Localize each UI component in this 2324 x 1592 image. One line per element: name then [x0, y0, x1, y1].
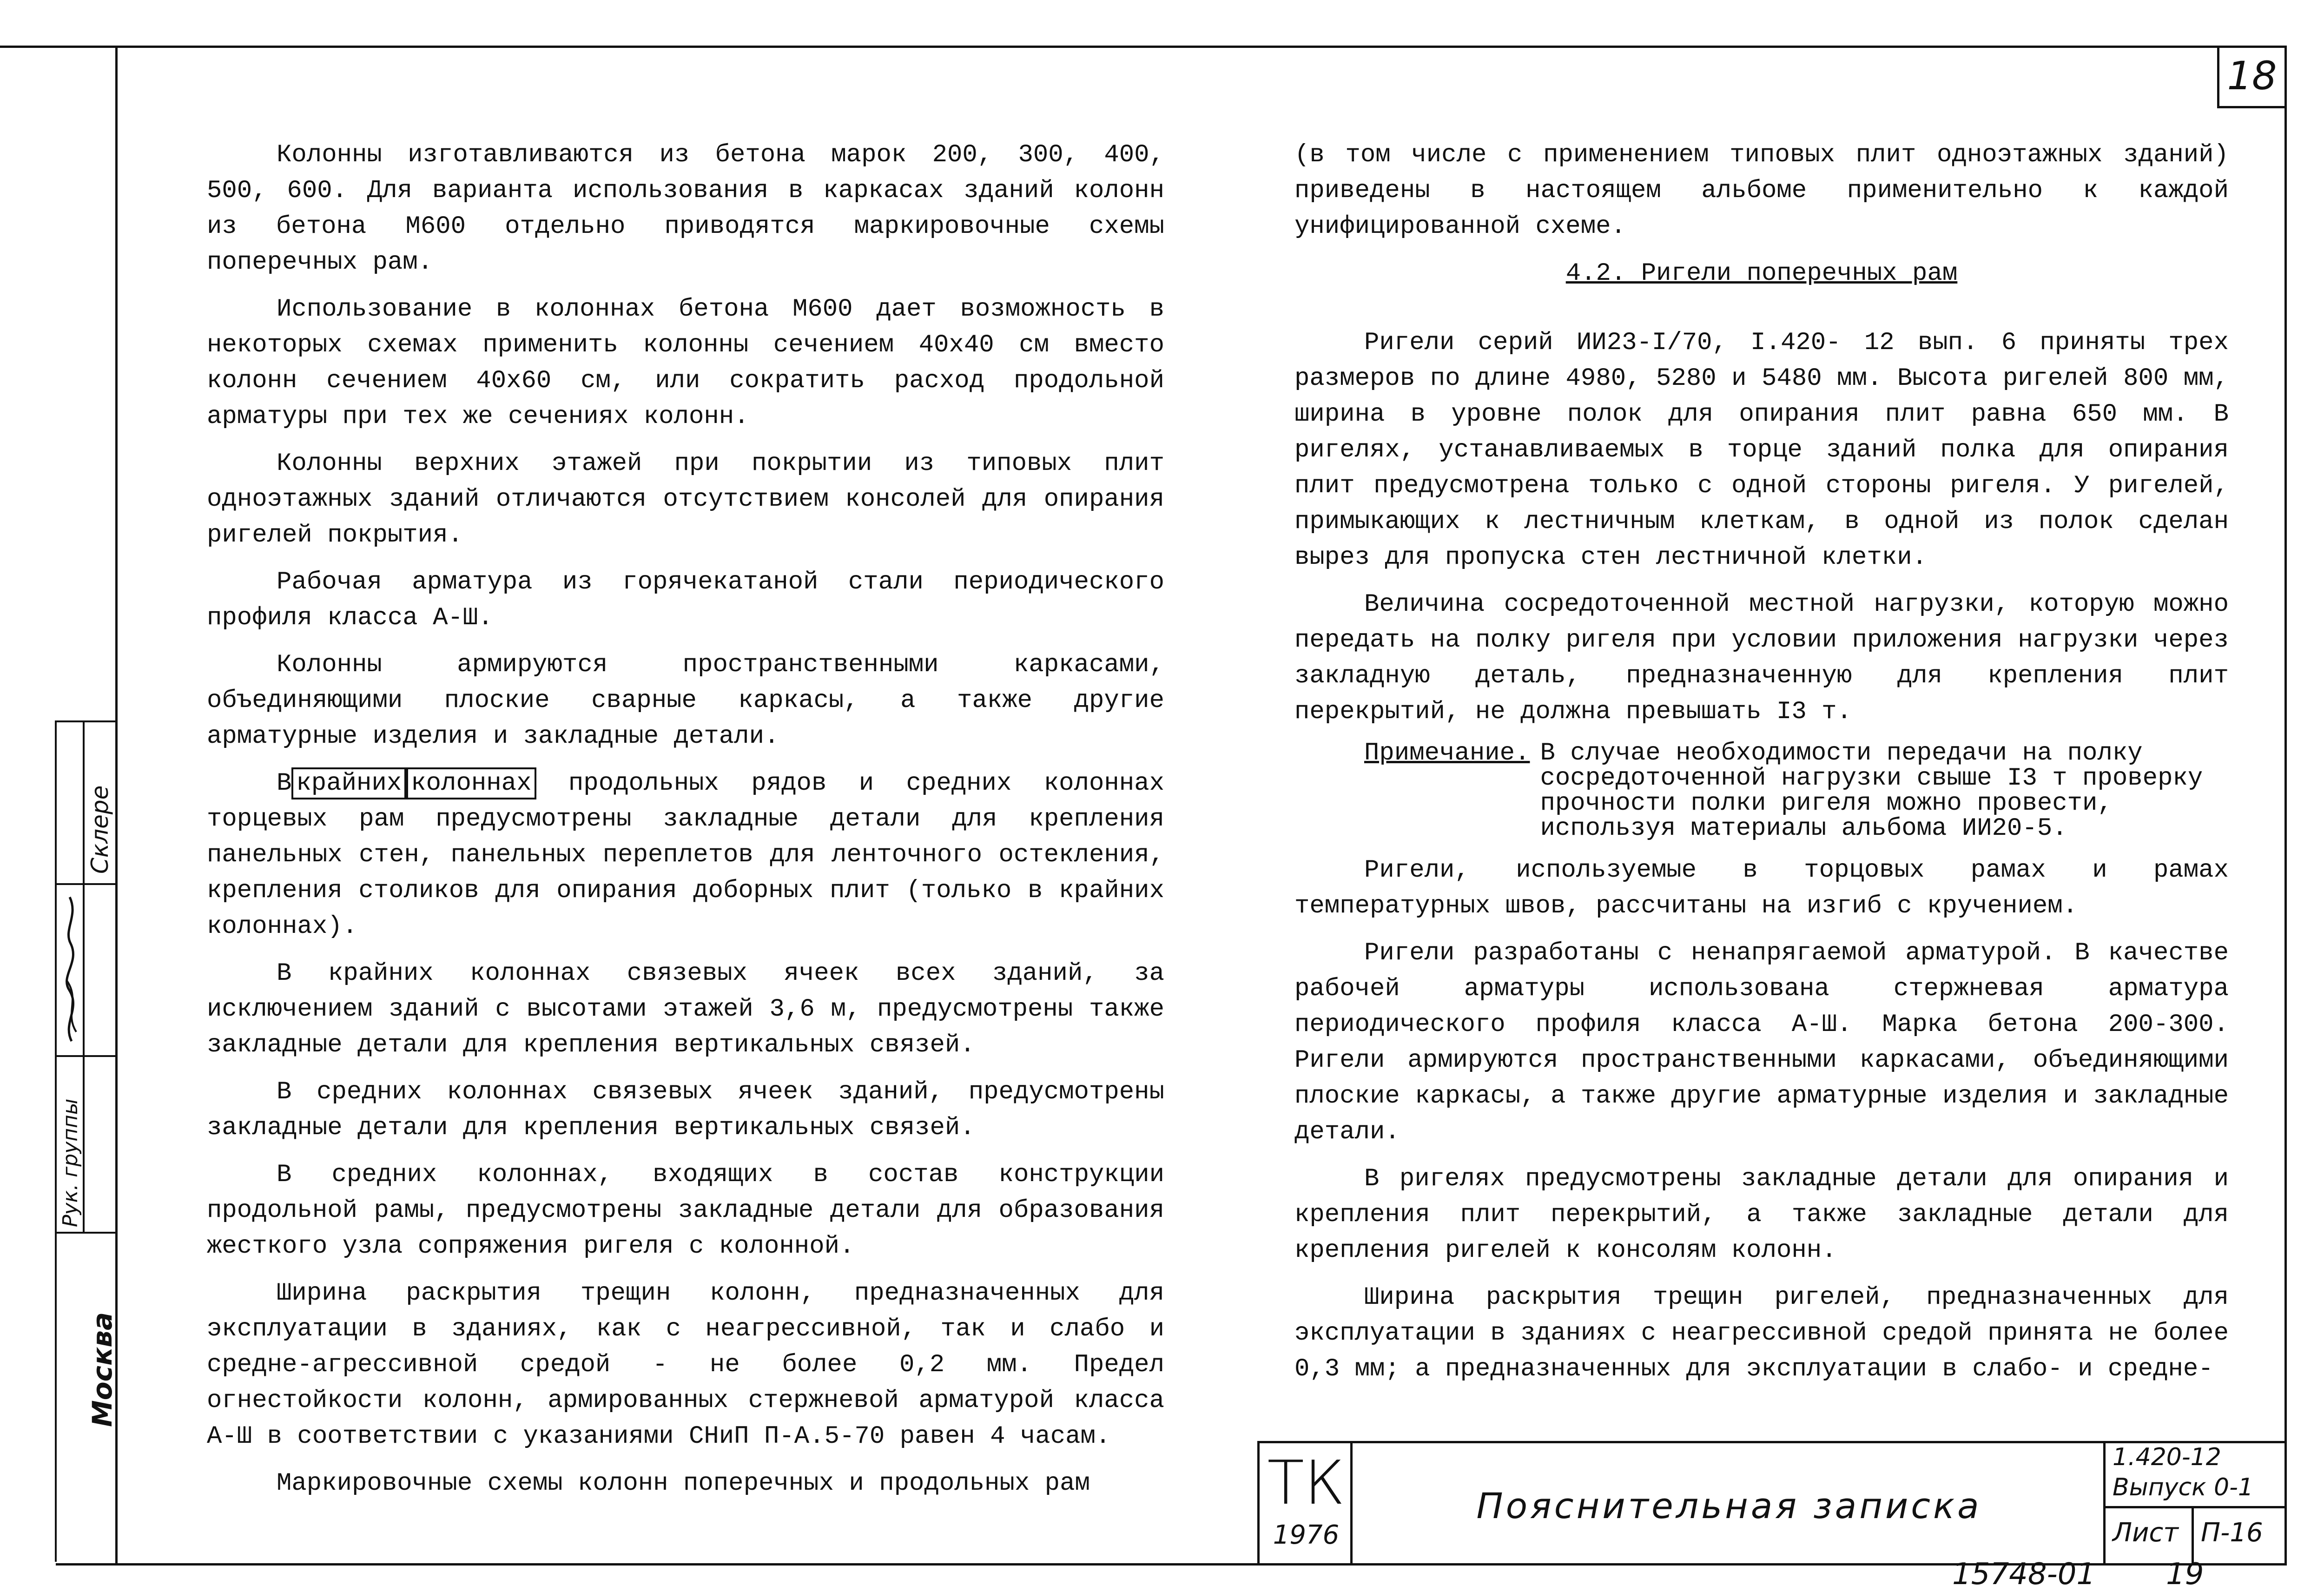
- side-stamp: [55, 720, 118, 1562]
- right-paragraph-4: Ригели разработаны с ненапрягаемой арматурой. В качестве рабочей арматуры использована стержневая арматура периодического профиля класса А-Ш. Марка бетона 200-300. Ригели армируются пространственными каркасами, объединяющими плоские каркасы, а также другие арматурные изделия и закладные детали.: [1294, 939, 2229, 1146]
- side-stamp-sep2: [55, 1055, 115, 1057]
- side-stamp-divider: [83, 720, 85, 1232]
- boxed-paragraph-rest: продольных рядов и средних колоннах торцевых рам предусмотрены закладные детали для крепления панельных стен, панельных переплетов для ленточного остекления, крепления столиков для опирания доборных плит (только в крайних колоннах).: [207, 769, 1165, 941]
- section-heading: [1294, 256, 2229, 291]
- title-block-issue: Выпуск 0-1: [2113, 1473, 2253, 1501]
- right-intro: (в том числе с применением типовых плит одноэтажных зданий) приведены в настоящем альбоме применительно к каждой унифицированной схеме.: [1294, 141, 2229, 241]
- boxed-word-2: колоннах: [406, 767, 536, 799]
- right-paragraph-1: Ригели серий ИИ23-I/70, I.420- 12 вып. 6 приняты трех размеров по длине 4980, 5280 и 5480 мм. Высота ригелей 800 мм, ширина в уровне полок для опирания плит равна 650 мм. В ригелях, устанавливаемых в торце зданий полка для опирания плит предусмотрена только с одной стороны ригеля. У ригелей, примыкающих к лестничным клеткам, в одной из полок сделан вырез для пропуска стен лестничной клетки.: [1294, 329, 2229, 572]
- title-block-sheet-label: Лист: [2113, 1518, 2179, 1548]
- left-paragraph-7: В средних колоннах связевых ячеек зданий, предусмотрены закладные детали для крепления вертикальных связей.: [207, 1078, 1164, 1142]
- left-paragraph-10: Маркировочные схемы колонн поперечных и продольных рам: [277, 1469, 1090, 1498]
- right-paragraph-5: В ригелях предусмотрены закладные детали для опирания и крепления плит перекрытий, а также закладные детали для крепления ригелей к консолям колонн.: [1294, 1165, 2229, 1265]
- side-stamp-sep3: [55, 1232, 115, 1234]
- page-number: 18: [2227, 53, 2277, 99]
- left-paragraph-9: Ширина раскрытия трещин колонн, предназначенных для эксплуатации в зданиях, как с неагрессивной, так и слабо и средне-агрессивной средой - не более 0,2 мм. Предел огнестойкости колонн, армированных стержневой арматурой класса А-Ш в соответствии с указаниями СНиП П-А.5-70 равен 4 часам.: [207, 1279, 1164, 1451]
- title-block: [1257, 1441, 2287, 1566]
- left-paragraph-5: Колонны армируются пространственными каркасами, объединяющими плоские сварные каркасы, а также другие арматурные изделия и закладные детали.: [207, 651, 1164, 751]
- note-text: В случае необходимости передачи на полку сосредоточенной нагрузки свыше I3 т проверку прочности полки ригеля можно провести, используя материалы альбома ИИ20-5.: [1540, 739, 2203, 843]
- boxed-word-1: крайних: [291, 767, 406, 799]
- side-stamp-name: Склере: [86, 785, 113, 874]
- title-block-series: 1.420-12: [2113, 1443, 2221, 1471]
- title-block-sheet-line: [2103, 1506, 2287, 1508]
- left-paragraph-2: Использование в колоннах бетона М600 дает возможность в некоторых схемах применить колонны сечением 40х40 см вместо колонн сечением 40х60 см, или сократить расход продольной арматуры при тех же сечениях колонн.: [207, 295, 1164, 431]
- logo: ТК: [1267, 1447, 1345, 1518]
- side-stamp-role: Рук. группы: [59, 1098, 82, 1227]
- left-paragraph-8: В средних колоннах, входящих в состав конструкции продольной рамы, предусмотрены закладные детали для образования жесткого узла сопряжения ригеля с колонной.: [207, 1161, 1164, 1261]
- right-paragraph-3: Ригели, используемые в торцовых рамах и рамах температурных швов, рассчитаны на изгиб с кручением.: [1294, 856, 2229, 920]
- right-paragraph-2: Величина сосредоточенной местной нагрузки, которую можно передать на полку ригеля при условии приложения нагрузки через закладную деталь, предназначенную для крепления плит перекрытий, не должна превышать I3 т.: [1294, 590, 2229, 726]
- side-stamp-border-left: [55, 720, 57, 1562]
- side-stamp-city: Москва: [86, 1312, 118, 1427]
- left-paragraph-1: Колонны изготавливаются из бетона марок 200, 300, 400, 500, 600. Для варианта использования в каркасах зданий колонн из бетона М600 отдельно приводятся маркировочные схемы поперечных рам.: [207, 141, 1164, 277]
- side-stamp-top: [55, 720, 115, 722]
- title-block-year: 1976: [1273, 1520, 1340, 1550]
- frame-right-line: [2284, 46, 2287, 1566]
- left-paragraph-boxed: [207, 766, 1164, 945]
- right-paragraph-6: Ширина раскрытия трещин ригелей, предназначенных для эксплуатации в зданиях с неагрессивной средой принята не более 0,3 мм; а предназначенных для эксплуатации в слабо- и средне-: [1294, 1283, 2229, 1383]
- title-block-sheet-divider: [2192, 1506, 2194, 1566]
- note-block: [1364, 741, 2229, 841]
- left-paragraph-4: Рабочая арматура из горячекатаной стали периодического профиля класса А-Ш.: [207, 568, 1164, 632]
- side-stamp-sep1: [55, 883, 115, 885]
- left-paragraph-6: В крайних колоннах связевых ячеек всех зданий, за исключением зданий с высотами этажей 3,6 м, предусмотрены также закладные детали для крепления вертикальных связей.: [207, 959, 1164, 1059]
- footer-number: 19: [2166, 1557, 2204, 1592]
- page-number-box: [2217, 46, 2287, 108]
- footer-inventory: 15748-01: [1952, 1557, 2096, 1592]
- frame-top-line: [0, 46, 2287, 48]
- title-block-sheet-value: П-16: [2201, 1518, 2263, 1548]
- boxed-paragraph-prefix: В: [277, 769, 292, 798]
- left-column: [207, 137, 1164, 1513]
- title-block-title: Пояснительная записка: [1476, 1485, 1982, 1526]
- note-label: Примечание.: [1364, 739, 1530, 767]
- right-column: [1294, 137, 2229, 1398]
- title-block-left: [1257, 1441, 1260, 1566]
- signature-icon: [58, 892, 83, 1046]
- left-paragraph-3: Колонны верхних этажей при покрытии из типовых плит одноэтажных зданий отличаются отсутствием консолей для опирания ригелей покрытия.: [207, 449, 1164, 549]
- title-block-logo-divider: [1350, 1441, 1353, 1566]
- section-heading-text: 4.2. Ригели поперечных рам: [1565, 259, 1958, 288]
- title-block-right-divider: [2103, 1441, 2106, 1566]
